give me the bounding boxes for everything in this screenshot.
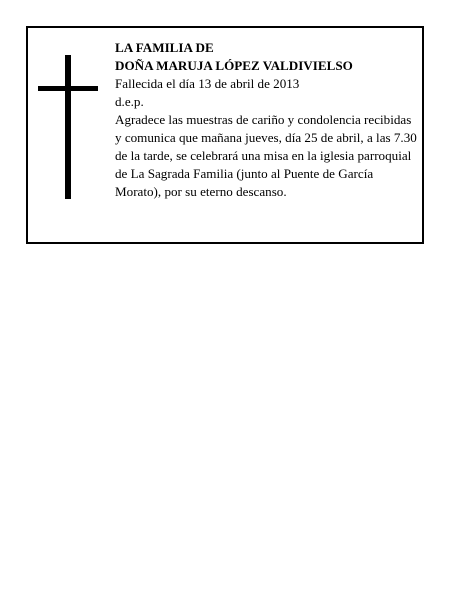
notice-text <box>115 39 419 201</box>
dep-abbreviation: d.e.p. <box>115 94 144 109</box>
cross-icon <box>38 55 100 199</box>
heading-deceased-name: DOÑA MARUJA LÓPEZ VALDIVIELSO <box>115 58 353 73</box>
obituary-notice <box>26 26 424 244</box>
death-date: Fallecida el día 13 de abril de 2013 <box>115 76 300 91</box>
notice-body: Agradece las muestras de cariño y condolencia recibidas y comunica que mañana jueves, día 25 de abril, a las 7.30 de la tarde, se celebrará una misa en la iglesia parroquial de La Sagrada Familia (junto al Puente de García Morato), por su eterno descanso. <box>115 112 417 199</box>
heading-family: LA FAMILIA DE <box>115 40 214 55</box>
cross-horizontal-bar <box>38 86 98 91</box>
cross-vertical-bar <box>65 55 71 199</box>
